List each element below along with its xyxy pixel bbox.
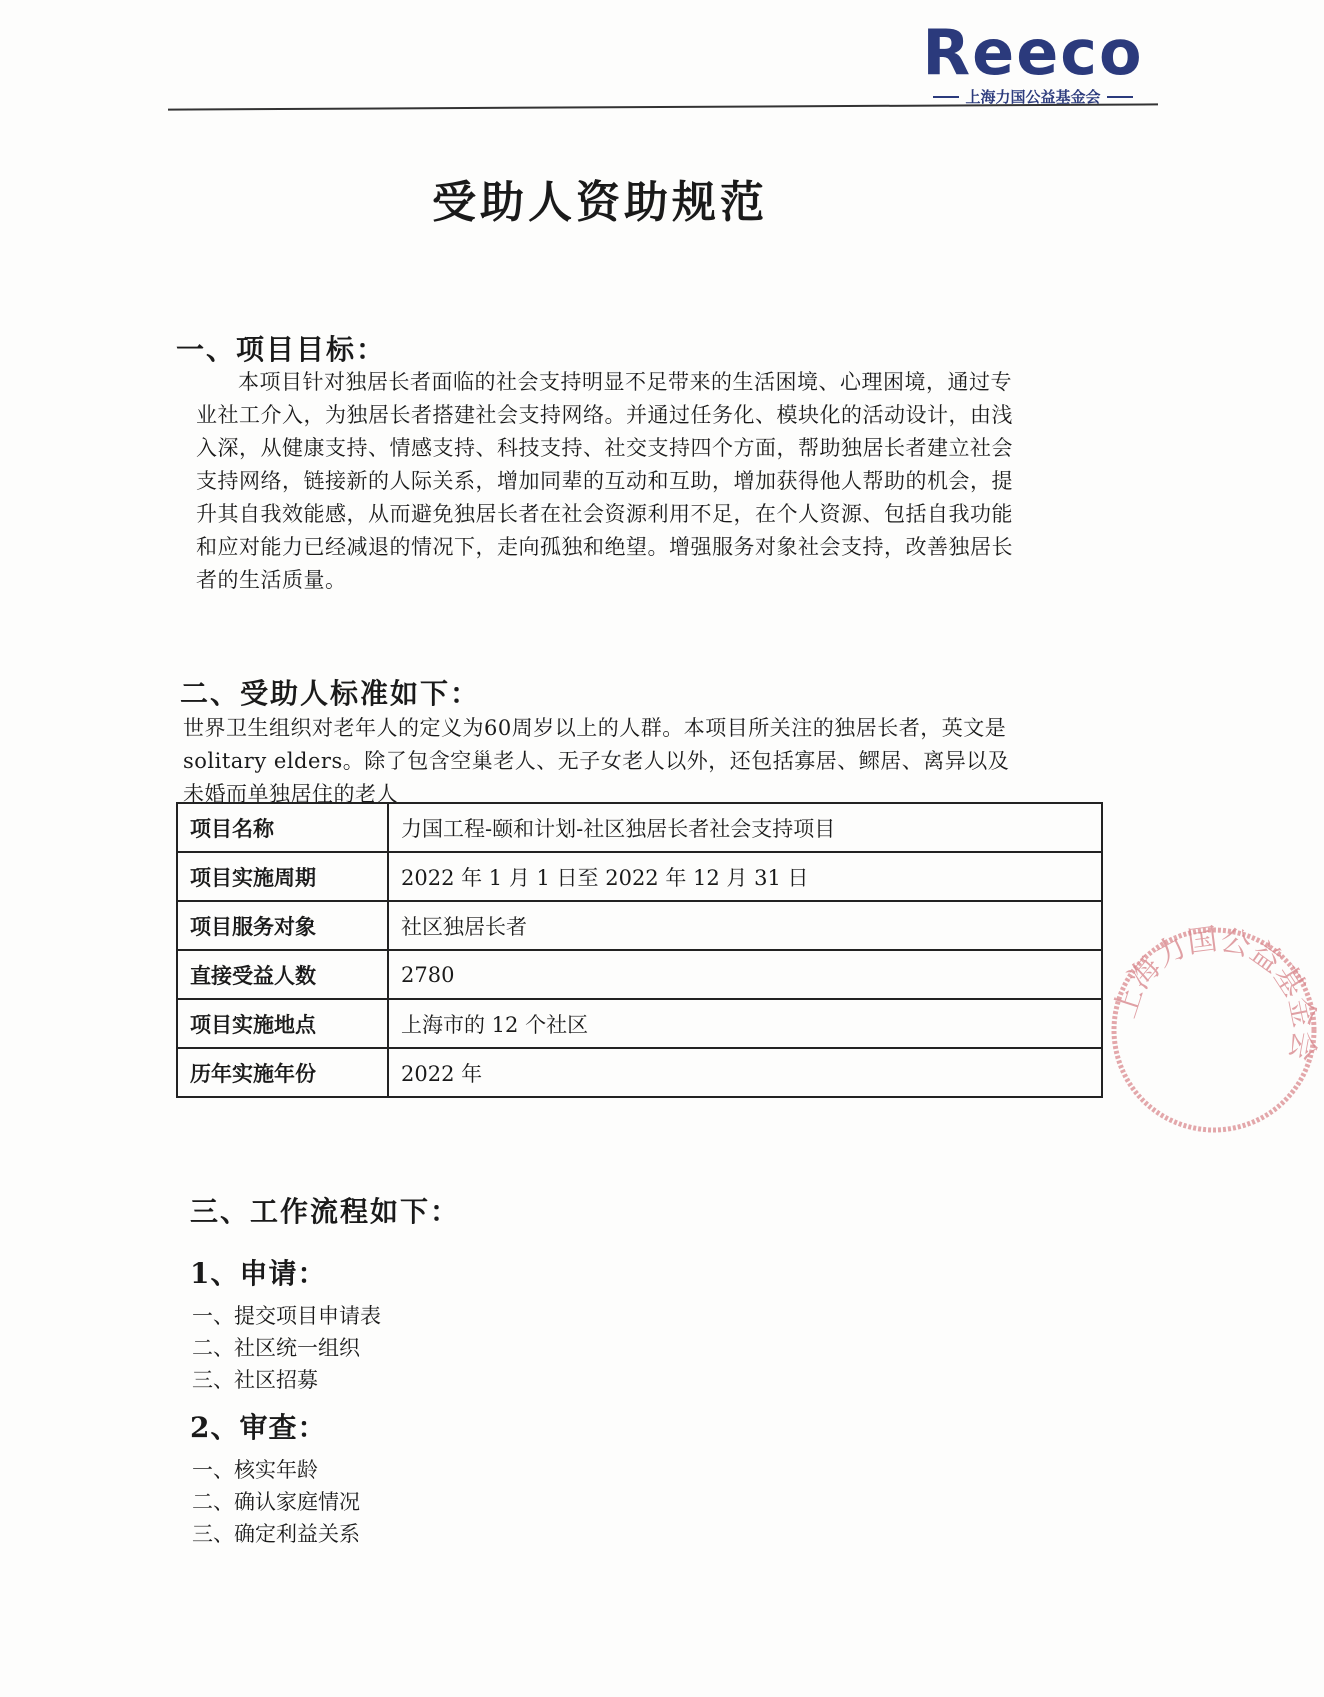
logo-dash-right [1107,96,1133,98]
table-row [177,852,1102,901]
list-item: 三、确定利益关系 [192,1522,360,1546]
project-info-table [176,802,1103,1098]
table-label: 直接受益人数 [177,950,388,999]
section-1-heading: 一、项目目标： [176,333,387,366]
list-item: 一、提交项目申请表 [192,1304,381,1328]
table-label: 项目实施周期 [177,852,388,901]
section-3-heading: 三、工作流程如下： [190,1195,461,1228]
step-1-list [192,1300,381,1396]
svg-text:上海力国公益基金会: 上海力国公益基金会 [1107,921,1322,1064]
list-item: 二、确认家庭情况 [192,1490,360,1514]
step-2-list [192,1454,360,1550]
step-1-title: 1、申请： [190,1257,327,1290]
table-value: 2022 年 1 月 1 日至 2022 年 12 月 31 日 [388,852,1102,901]
table-label: 项目实施地点 [177,999,388,1048]
section-1-body: 本项目针对独居长者面临的社会支持明显不足带来的生活困境、心理困境，通过专业社工介入，为独居长者搭建社会支持网络。并通过任务化、模块化的活动设计，由浅入深，从健康支持、情感支持、科技支持、社交支持四个方面，帮助独居长者建立社会支持网络，链接新的人际关系，增加同辈的互动和互助，增加获得他人帮助的机会，提升其自我效能感，从而避免独居长者在社会资源利用不足，在个人资源、包括自我功能和应对能力已经减退的情况下，走向孤独和绝望。增强服务对象社会支持，改善独居长者的生活质量。 [196,370,1013,592]
logo-wordmark: Reeco [922,16,1144,89]
header-divider [168,103,1158,110]
section-2-heading: 二、受助人标准如下： [180,677,481,710]
table-value: 力国工程-颐和计划-社区独居长者社会支持项目 [388,803,1102,852]
section-2-body: 世界卫生组织对老年人的定义为60周岁以上的人群。本项目所关注的独居长者，英文是 solitary elders。除了包含空巢老人、无子女老人以外，还包括寡居、鳏居、离异以及未婚而单独居住的老人 [183,716,1010,806]
document-title: 受助人资助规范 [432,177,768,228]
table-row [177,1048,1102,1097]
table-row [177,901,1102,950]
foundation-logo [918,16,1148,107]
table-label: 项目服务对象 [177,901,388,950]
list-item: 三、社区招募 [192,1368,318,1392]
table-row [177,950,1102,999]
table-label: 历年实施年份 [177,1048,388,1097]
list-item: 二、社区统一组织 [192,1336,360,1360]
table-row [177,803,1102,852]
logo-subtitle-text: 上海力国公益基金会 [965,88,1101,106]
list-item: 一、核实年龄 [192,1458,318,1482]
table-value: 2780 [388,950,1102,999]
logo-dash-left [933,96,959,98]
table-value: 上海市的 12 个社区 [388,999,1102,1048]
official-seal-stamp [1104,920,1324,1140]
table-value: 2022 年 [388,1048,1102,1097]
step-2-title: 2、审查： [190,1411,327,1444]
table-row [177,999,1102,1048]
table-value: 社区独居长者 [388,901,1102,950]
table-label: 项目名称 [177,803,388,852]
